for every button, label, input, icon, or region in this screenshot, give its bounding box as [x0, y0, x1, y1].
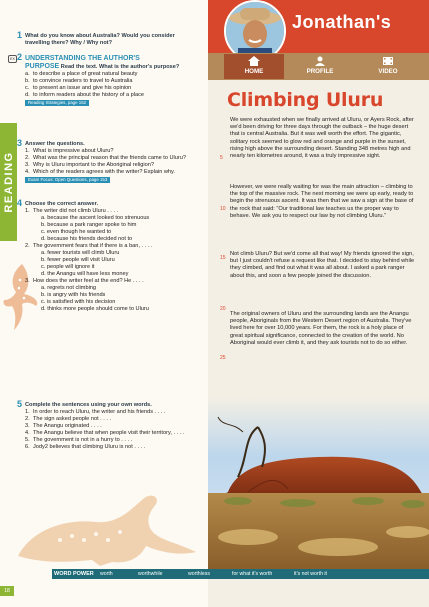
nav-profile-label: PROFILE	[306, 68, 334, 75]
word-power-item: worth	[100, 571, 113, 577]
question-3	[17, 138, 201, 184]
nav-home[interactable]	[224, 54, 284, 79]
list-item: 1. What is impressive about Uluru?	[25, 148, 114, 154]
skill-heading-purpose: PURPOSE	[25, 63, 60, 70]
list-item: 1. The writer did not climb Uluru . . . .	[25, 208, 119, 214]
skill-heading: UNDERSTANDING THE AUTHOR'S	[25, 55, 140, 62]
reading-section-tab	[0, 123, 17, 241]
question-2	[10, 52, 201, 107]
video-icon	[382, 56, 394, 66]
word-power-label: WORD POWER	[54, 571, 94, 577]
question-title: Complete the sentences using your own words.	[25, 402, 152, 408]
list-item: 3. How does the writer feel at the end? He . . . .	[25, 278, 144, 284]
article-paragraph: However, we were really waiting for was the main attraction – climbing to the top of the massive rock. The next morning we were up early, ready to begin the strenuous ascent. It was then that we saw a sign at the base of the rock that said: “Our traditional law teaches us the proper way to behave. We ask you to respect our law by not climbing Uluru.”	[230, 184, 414, 219]
uluru-photo	[208, 397, 429, 569]
list-item: 2. The government fears that if there is a ban, . . . .	[25, 243, 153, 249]
reference-tag: Exam Focus: Open Questions, page 153	[25, 177, 110, 183]
answer-option: a. regrets not climbing	[41, 285, 97, 291]
nav-video[interactable]	[358, 54, 418, 75]
answer-option: b. fewer people will visit Uluru	[41, 257, 115, 263]
list-item: 3. Why is Uluru important to the Aboriginal religion?	[25, 162, 154, 168]
list-item: 2. The sign asked people not . . . .	[25, 416, 112, 422]
blog-brand-title: Jonathan's	[292, 12, 392, 32]
line-number: 20	[220, 306, 226, 312]
question-instruction: Read the text. What is the author's purpose?	[60, 64, 180, 70]
list-item: c. to present an issue and give his opinion	[25, 85, 132, 91]
line-number: 5	[220, 155, 223, 161]
answer-option: d. the Anangu will have less money	[41, 271, 129, 277]
answer-option: c. even though he wanted to	[41, 229, 112, 235]
list-item: 2. What was the principal reason that the friends came to Uluru?	[25, 155, 186, 161]
question-title: Choose the correct answer.	[25, 201, 99, 207]
list-item: 4. Which of the readers agrees with the writer? Explain why.	[25, 169, 175, 175]
question-number: 1	[17, 30, 23, 40]
article-title: Climbing Uluru	[227, 89, 384, 111]
question-number: 2	[17, 52, 23, 62]
exercise-icon: EX	[8, 55, 17, 63]
question-number: 5	[17, 399, 23, 409]
article-paragraph: Not climb Uluru? But we'd come all that way! My friends ignored the sign, but I just couldn't refuse a request like that. I decided to stay behind while they climbed, and find out what it was all about. I asked a park ranger about this, and soon a few people joined the discussion.	[230, 251, 415, 279]
answer-option: b. because a park ranger spoke to him	[41, 222, 137, 228]
article-paragraph: The original owners of Uluru and the surrounding lands are the Anangu people, Aboriginals from the Western Desert region of Australia. They've lived here for over 10,000 years. For them, the rock is a holy place of great spiritual significance, connected to the creation of the world. No Aboriginal would ever climb it, and they ask tourists not to do so either.	[230, 311, 412, 346]
nav-video-label: VIDEO	[378, 68, 398, 75]
list-item: b. to convince readers to travel to Australia	[25, 78, 133, 84]
kangaroo-illustration	[0, 470, 205, 570]
list-item: d. to inform readers about the history of a place	[25, 92, 145, 98]
answer-option: c. is satisfied with his decision	[41, 299, 116, 305]
question-number: 3	[17, 138, 23, 148]
question-5	[17, 399, 201, 451]
word-power-item: worthless	[188, 571, 210, 577]
line-number: 15	[220, 255, 226, 261]
list-item: a. to describe a place of great natural beauty	[25, 71, 138, 77]
answer-option: d. because his friends decided not to	[41, 236, 133, 242]
question-4	[17, 198, 201, 313]
list-item: 5. The government is not in a hurry to . . . .	[25, 437, 133, 443]
line-number: 10	[220, 206, 226, 212]
reading-label: READING	[3, 151, 15, 213]
word-power-item: worthwhile	[138, 571, 163, 577]
nav-home-label: HOME	[244, 68, 264, 75]
home-icon	[248, 56, 260, 66]
answer-option: a. because the ascent looked too strenuous	[41, 215, 150, 221]
line-number: 25	[220, 355, 226, 361]
word-power-item: for what it's worth	[232, 571, 273, 577]
answer-option: c. people will ignore it	[41, 264, 95, 270]
word-power-item: it's not worth it	[294, 571, 327, 577]
user-icon	[314, 56, 326, 66]
answer-option: a. fewer tourists will climb Uluru	[41, 250, 120, 256]
answer-option: d. thinks more people should come to Uluru	[41, 306, 149, 312]
question-number: 4	[17, 198, 23, 208]
list-item: 3. The Anangu originated . . . .	[25, 423, 102, 429]
nav-profile[interactable]	[290, 54, 350, 75]
list-item: 1. In order to reach Uluru, the writer and his friends . . . .	[25, 409, 166, 415]
question-title: Answer the questions.	[25, 141, 85, 147]
page-number: 18	[0, 586, 14, 596]
article-paragraph: We were exhausted when we finally arrived at Uluru, or Ayers Rock, after we'd been driving for three days through the outback – the huge desert that is central Australia. But it was well worth the effort. The gigantic, solitary rock seemed to glow red and orange and purple in the sunset, rising high above the surrounding desert. Standing 348 metres high and nearly ten kilometres around, it was a truly impressive sight.	[230, 117, 414, 160]
list-item: 6. Jody2 believes that climbing Uluru is not . . . .	[25, 444, 146, 450]
question-1	[17, 30, 201, 47]
question-text: What do you know about Australia? Would you consider travelling there? Why / Why not?	[25, 33, 175, 46]
reference-tag: Reading Strategies, page 152	[25, 100, 89, 106]
answer-option: b. is angry with his friends	[41, 292, 106, 298]
word-power-footer	[0, 569, 429, 607]
list-item: 4. The Anangu believe that when people visit their territory, . . . .	[25, 430, 185, 436]
